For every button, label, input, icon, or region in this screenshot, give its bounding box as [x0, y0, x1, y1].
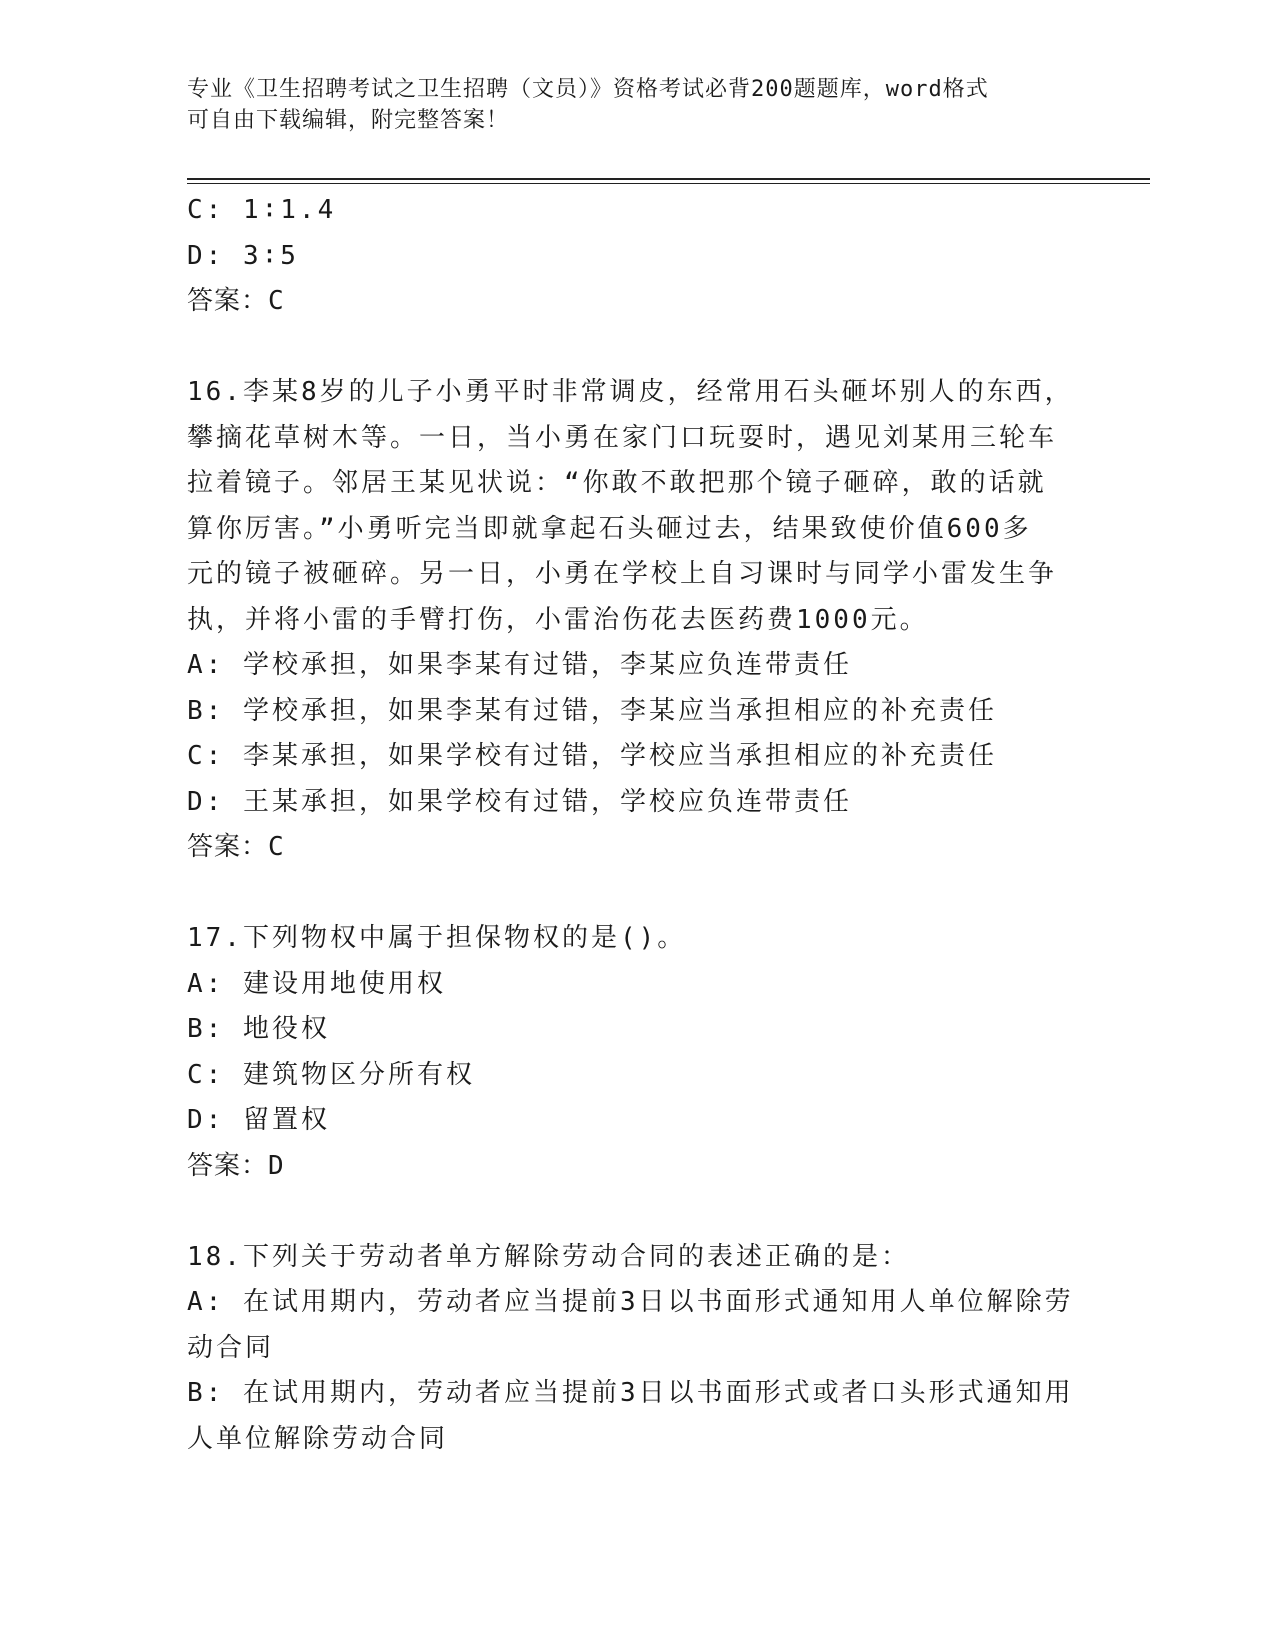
- q15-option-d: D: 3∶5: [187, 240, 299, 271]
- q17-option-d: D: 留置权: [187, 1105, 330, 1135]
- q17-option-c: C: 建筑物区分所有权: [187, 1059, 475, 1090]
- q17-option-a: A: 建设用地使用权: [187, 968, 446, 999]
- q17-answer: 答案：D: [187, 1150, 285, 1181]
- q18-option-a: [187, 1280, 1087, 1371]
- spacer: [187, 1189, 1087, 1235]
- header-title-line-2: 可自由下载编辑，附完整答案！: [187, 108, 510, 133]
- q16-stem-line: 执，并将小雷的手臂打伤，小雷治伤花去医药费1000元。: [187, 604, 929, 635]
- spacer: [187, 325, 1087, 371]
- q16-stem-line: 16.李某8岁的儿子小勇平时非常调皮，经常用石头砸坏别人的东西，: [187, 377, 1074, 407]
- q16-option-c: C: 李某承担，如果学校有过错，学校应当承担相应的补充责任: [187, 741, 997, 771]
- document-header: [187, 74, 1087, 136]
- q16-option-b: B: 学校承担，如果李某有过错，李某应当承担相应的补充责任: [187, 695, 997, 726]
- header-divider-thick: [187, 178, 1150, 180]
- q18-stem: 18.下列关于劳动者单方解除劳动合同的表述正确的是：: [187, 1241, 910, 1272]
- q16-option-d: D: 王某承担，如果学校有过错，学校应负连带责任: [187, 786, 852, 817]
- spacer: [187, 871, 1087, 917]
- q16-stem-line: 拉着镜子。邻居王某见状说：“你敢不敢把那个镜子砸碎，敢的话就: [187, 468, 1047, 498]
- q16-stem: [187, 370, 1087, 643]
- header-title-line-1: 专业《卫生招聘考试之卫生招聘（文员）》资格考试必背200题题库，word格式: [187, 77, 989, 102]
- header-divider-thin: [187, 183, 1150, 184]
- q16-stem-line: 攀摘花草树木等。一日，当小勇在家门口玩耍时，遇见刘某用三轮车: [187, 422, 1058, 453]
- q18-option-a-line: 动合同: [187, 1332, 275, 1363]
- q16-option-a: A: 学校承担，如果李某有过错，李某应负连带责任: [187, 650, 852, 680]
- q18-option-b-line: 人单位解除劳动合同: [187, 1423, 449, 1454]
- q18-option-b-line: B: 在试用期内，劳动者应当提前3日以书面形式或者口头形式通知用: [187, 1378, 1074, 1408]
- q18-option-a-line: A: 在试用期内，劳动者应当提前3日以书面形式通知用人单位解除劳: [187, 1287, 1074, 1317]
- q17-stem: 17.下列物权中属于担保物权的是()。: [187, 923, 687, 953]
- q18-option-b: [187, 1371, 1087, 1462]
- question-content: [187, 188, 1087, 1462]
- q16-answer: 答案：C: [187, 832, 285, 862]
- q16-stem-line: 元的镜子被砸碎。另一日，小勇在学校上自习课时与同学小雷发生争: [187, 559, 1058, 589]
- q17-option-b: B: 地役权: [187, 1014, 330, 1044]
- q16-stem-line: 算你厉害。”小勇听完当即就拿起石头砸过去，结果致使价值600多: [187, 513, 1032, 544]
- q15-answer: 答案：C: [187, 286, 285, 316]
- q15-option-c: C: 1∶1.4: [187, 195, 337, 225]
